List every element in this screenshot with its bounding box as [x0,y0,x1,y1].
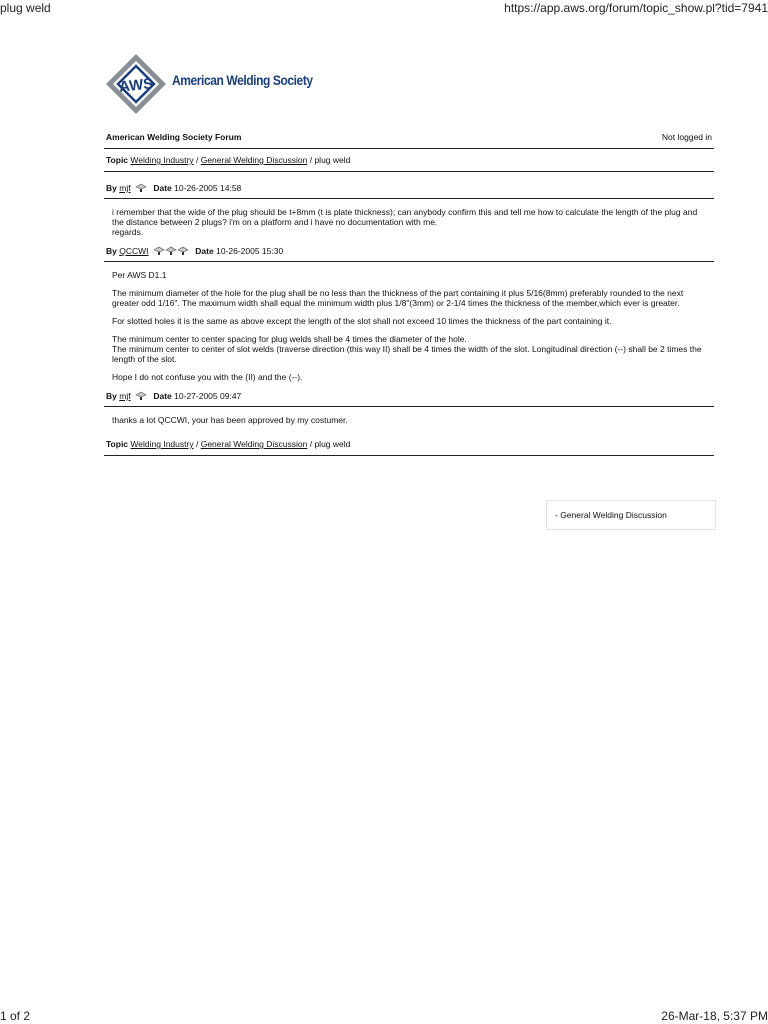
breadcrumb-separator: / [309,155,313,165]
breadcrumb-separator: / [309,439,313,449]
post-date: 10-27-2005 09:47 [174,390,242,401]
breadcrumb-current: plug weld [314,439,351,449]
post-author-link[interactable]: mjf [119,390,131,401]
print-page-title: plug weld [0,1,51,15]
breadcrumb-link-welding-industry[interactable]: Welding Industry [130,155,194,165]
post [104,245,714,382]
forum-header-bar [104,128,714,149]
post-paragraph: Hope I do not confuse you with the (II) and the (--). [112,372,303,382]
aws-logo[interactable] [104,46,714,124]
post-paragraph: The minimum diameter of the hole for the plug shall be no less than the thickness of the part containing it plus 5/16(8mm) preferably rounded to the next greater odd 1/16". The maximum width shall equal the minimum width plus 1/8"(3mm) or 2-1/4 times the thickness of the member,which ever is greater. [112,288,684,308]
breadcrumb [104,155,714,172]
post-by-label: By [106,390,117,401]
anvil-rank-icon [136,392,146,400]
post-paragraph: The minimum center to center spacing for plug welds shall be 4 times the diameter of the hole. The minimum center to center of slot welds (traverse direction (this way II) shall be 4 times the width of the slot. Longitudinal direction (--) shall be 2 times the length of the slot. [112,334,702,364]
post-by-label: By [106,182,117,193]
aws-diamond-emblem-icon [104,52,168,116]
post-date: 10-26-2005 15:30 [216,245,284,256]
login-status: Not logged in [661,132,712,142]
forum-page [104,46,714,520]
post-date: 10-26-2005 14:58 [174,182,242,193]
anvil-rank-icon [154,247,164,255]
logo-title: American Welding Society [172,72,313,88]
post-date-label: Date [153,182,172,193]
forum-nav-box[interactable] [546,500,716,530]
breadcrumb-separator: / [195,439,199,449]
breadcrumb-link-general-welding-discussion[interactable]: General Welding Discussion [200,439,308,449]
breadcrumb-link-welding-industry[interactable]: Welding Industry [130,439,194,449]
anvil-rank-icon [136,184,146,192]
print-datetime: 26-Mar-18, 5:37 PM [661,1009,768,1023]
post-author-link[interactable]: QCCWI [119,245,149,256]
post-paragraph: thanks a lot QCCWI, your has been approved by my costumer. [112,415,348,425]
print-header [0,0,768,16]
post-body [104,262,714,382]
post-date-label: Date [195,245,214,256]
post-paragraph: regards. [112,227,144,237]
print-page-url: https://app.aws.org/forum/topic_show.pl?tid=7941 [504,1,768,15]
breadcrumb-bottom [104,439,714,456]
breadcrumb-label: Topic [106,155,129,165]
post-body [104,407,714,425]
breadcrumb-link-general-welding-discussion[interactable]: General Welding Discussion [200,155,308,165]
post-by-label: By [106,245,117,256]
post [104,390,714,425]
post-author-link[interactable]: mjf [119,182,131,193]
post-body [104,199,714,237]
post-paragraph: Per AWS D1.1 [112,270,167,280]
anvil-rank-icon [166,247,176,255]
svg-text:AWS: AWS [118,75,155,96]
anvil-rank-icon [178,247,188,255]
forum-nav-link[interactable]: - General Welding Discussion [555,510,667,520]
forum-title: American Welding Society Forum [106,132,242,142]
post-header [104,182,714,199]
post-date-label: Date [153,390,172,401]
post [104,182,714,237]
user-rank-icons [135,182,149,195]
post-paragraph: i remember that the wide of the plug should be t+8mm (t is plate thickness); can anybody confirm this and tell me how to calculate the length of the plug and the distance between 2 plugs? i'm on a platform and i have no documentation with me. [112,207,698,227]
breadcrumb-current: plug weld [314,155,351,165]
user-rank-icons [135,390,149,403]
breadcrumb-separator: / [195,155,199,165]
post-header [104,245,714,262]
user-rank-icons [153,245,191,258]
print-footer [0,1008,768,1024]
post-header [104,390,714,407]
print-page-number: 1 of 2 [0,1009,31,1023]
breadcrumb-label: Topic [106,439,129,449]
post-paragraph: For slotted holes it is the same as above except the length of the slot shall not exceed 10 times the thickness of the part containing it. [112,316,612,326]
